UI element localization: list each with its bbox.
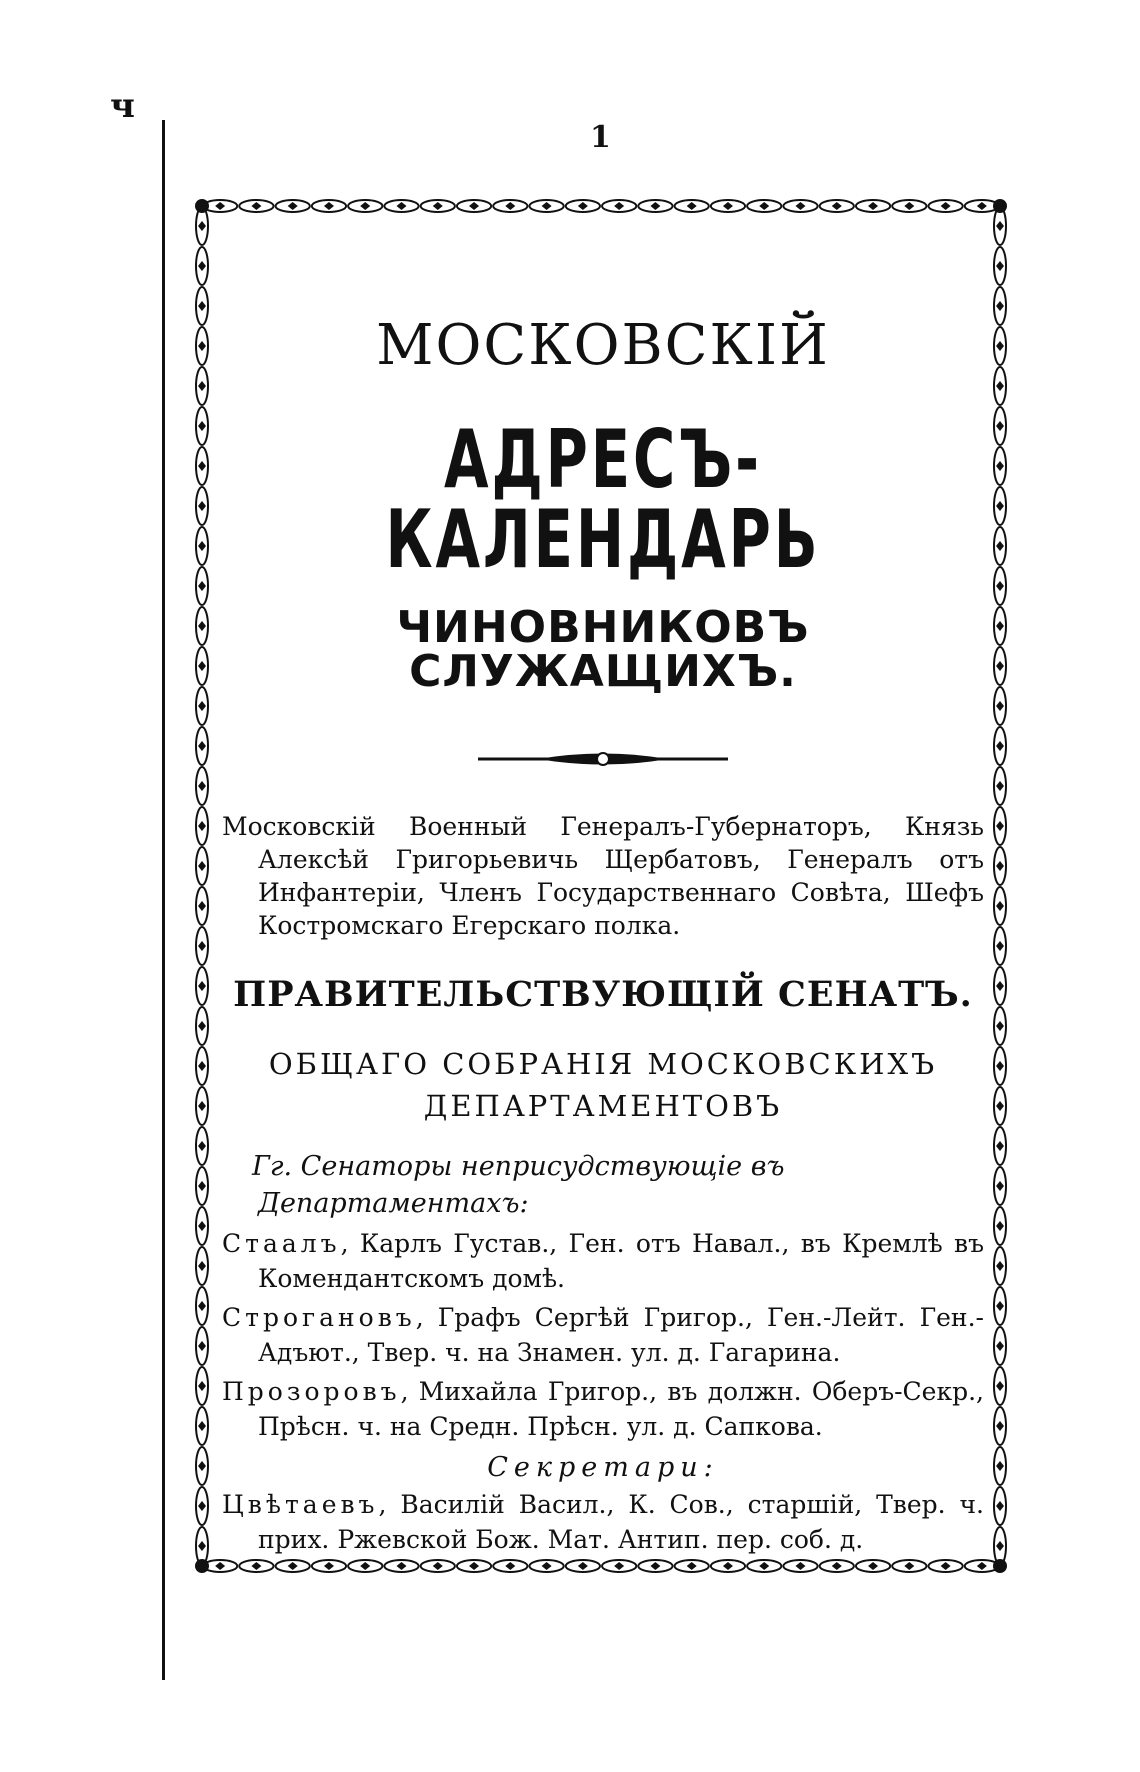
secretary-entry xyxy=(222,1487,984,1557)
title-officials: ЧИНОВНИКОВЪ СЛУЖАЩИХЪ. xyxy=(396,602,810,697)
secretary-details: , Василій Васил., К. Сов., старшій, Твер. ч. прих. Ржевской Бож. Мат. Антип. пер. соб. д. xyxy=(258,1489,984,1554)
secretaries-label: Секретари: xyxy=(487,1451,719,1483)
senators-list xyxy=(222,1226,984,1444)
title-address-calendar: АДРЕСЪ-КАЛЕНДАРЬ xyxy=(385,413,821,586)
senator-entry xyxy=(222,1374,984,1444)
senator-details: , Карлъ Густав., Ген. отъ Навал., въ Кремлѣ въ Комендантскомъ домѣ. xyxy=(258,1228,984,1293)
senator-name: Строгановъ xyxy=(222,1302,416,1332)
senator-entry xyxy=(222,1300,984,1370)
senator-name: Прозоровъ xyxy=(222,1376,401,1406)
senators-label: Гг. Сенаторы неприсудствующіе въ Департаментахъ: xyxy=(252,1151,785,1219)
senate-heading: ПРАВИТЕЛЬСТВУЮЩІЙ СЕНАТЪ. xyxy=(233,974,973,1015)
gutter-line xyxy=(162,120,165,1680)
senator-entry xyxy=(222,1226,984,1296)
governor-entry: Московскій Военный Генералъ-Губернаторъ, Князь Алексѣй Григорьевичь Щербатовъ, Генералъ отъ Инфантеріи, Членъ Государственнаго Совѣта, Шефъ Костромскаго Егерскаго полка. xyxy=(222,812,984,940)
secretaries-list xyxy=(222,1487,984,1557)
general-assembly-line-2: ДЕПАРТАМЕНТОВЪ xyxy=(423,1089,783,1124)
senator-details: , Графъ Сергѣй Григор., Ген.-Лейт. Ген.-Адъют., Твер. ч. на Знамен. ул. д. Гагарина. xyxy=(258,1302,984,1367)
decorative-rule-icon xyxy=(478,750,728,768)
general-assembly-line-1: ОБЩАГО СОБРАНІЯ МОСКОВСКИХЪ xyxy=(268,1047,938,1081)
general-assembly-heading xyxy=(222,1043,984,1127)
page-content xyxy=(222,296,984,1557)
secretary-name: Цвѣтаевъ xyxy=(222,1489,379,1519)
senator-details: , Михайла Григор., въ должн. Оберъ-Секр., Прѣсн. ч. на Средн. Прѣсн. ул. д. Сапкова. xyxy=(258,1376,984,1441)
senator-name: Стаалъ xyxy=(222,1228,341,1258)
title-moscow: МОСКОВСКІЙ xyxy=(376,313,830,378)
page-number: 1 xyxy=(590,120,611,155)
gutter-mark: ч xyxy=(110,86,135,126)
